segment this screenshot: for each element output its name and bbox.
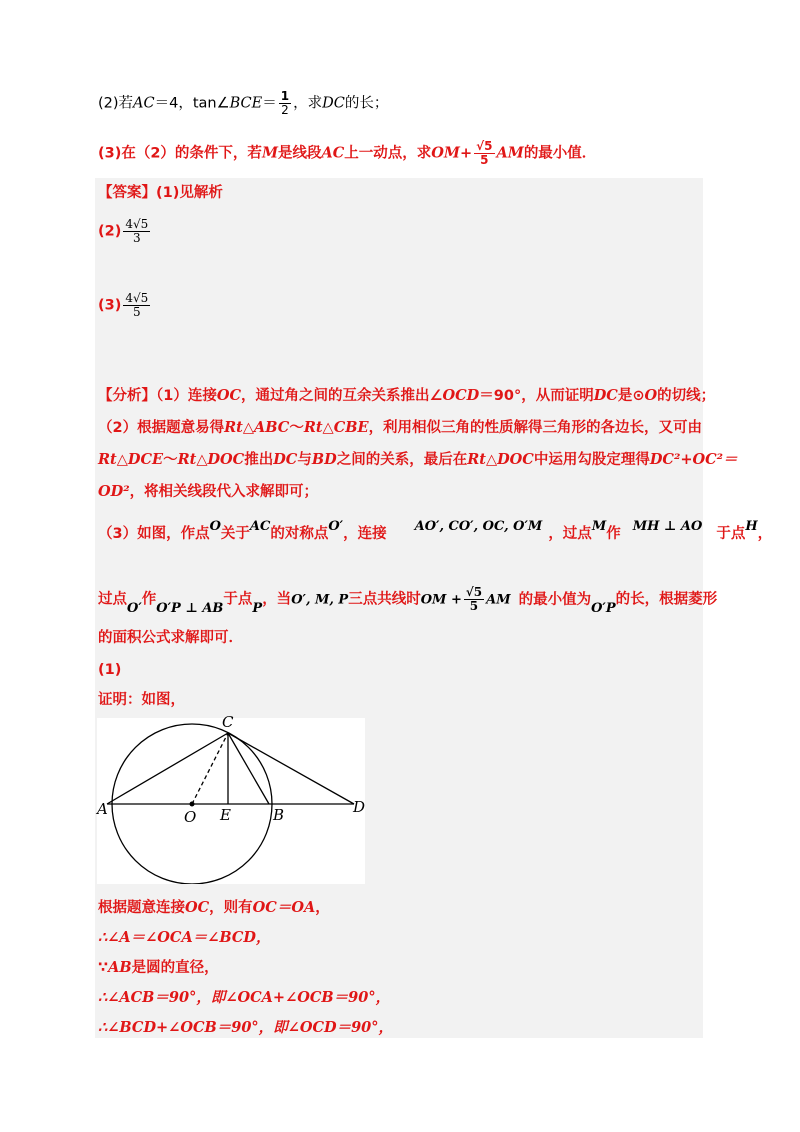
question-2: (2)若AC＝4，tan∠BCE＝ $\frac{1}{2}$ ，求DC的长； [98,89,389,117]
answer-line-3: (3) $\frac{4√5}{5}$ [98,291,149,319]
circle-diagram [97,718,365,884]
analysis-fraction: $\frac{√5}{5}$ [465,585,483,613]
analysis-line-4: OD²，将相关线段代入求解即可； [98,483,319,500]
fraction-half: $\frac{1}{2}$ [280,89,290,117]
segment-ac [107,733,228,804]
label-d: D [353,798,366,816]
solution-line-2: ∴∠A＝∠OCA＝∠BCD， [98,929,271,946]
answer-2-fraction: $\frac{4√5}{3}$ [125,217,149,245]
geometry-figure [97,713,366,884]
solution-line-3: ∵AB是圆的直径， [98,959,219,976]
label-a: A [97,800,108,818]
fraction-sqrt5-over-5: $\frac{√5}{5}$ [476,139,493,167]
answer-line-1: 【答案】(1)见解析 [98,185,223,201]
solution-line-5: ∴∠BCD+∠OCB＝90°，即∠OCD＝90°， [98,1019,393,1036]
analysis-line-1: 【分析】（1）连接OC，通过角之间的互余关系推出∠OCD＝90°，从而证明DC是⊙O的切线； [98,387,716,404]
analysis-line-7: 的面积公式求解即可． [98,630,243,646]
point-o [190,802,195,807]
solution-part-1: (1) [98,662,122,678]
segment-cb [228,733,269,804]
solution-proof: 证明：如图， [98,692,185,708]
label-o: O [184,808,197,826]
analysis-line-5: （3）如图，作点O关于AC的对称点O′，连接 AO′, CO′, OC, O′M ，过点M作 MH ⊥ AO 于点H， [98,519,773,542]
label-c: C [222,713,234,731]
label-e: E [220,806,231,824]
question-3: (3)在（2）的条件下，若M是线段AC上一动点，求OM+ $\frac{√5}{5}$ AM的最小值． [98,139,597,167]
solution-line-1: 根据题意连接OC，则有OC＝OA， [98,899,330,916]
answer-3-fraction: $\frac{4√5}{5}$ [125,291,149,319]
solution-line-4: ∴∠ACB＝90°，即∠OCA+∠OCB＝90°， [98,989,391,1006]
analysis-line-2: （2）根据题意易得Rt△ABC～Rt△CBE，利用相似三角的性质解得三角形的各边长，又可由 [98,419,703,436]
segment-cd [228,733,354,804]
analysis-line-6: 过点O′作O′P ⊥ AB于点P，当O′, M, P三点共线时OM + $\frac{√5}{5}$ AM 的最小值为O′P的长，根据菱形 [98,585,718,616]
answer-line-2: (2) $\frac{4√5}{3}$ [98,217,149,245]
analysis-line-3: Rt△DCE～Rt△DOC推出DC与BD之间的关系，最后在Rt△DOC中运用勾股定理得DC²+OC²＝ [98,451,738,468]
label-b: B [273,806,285,824]
